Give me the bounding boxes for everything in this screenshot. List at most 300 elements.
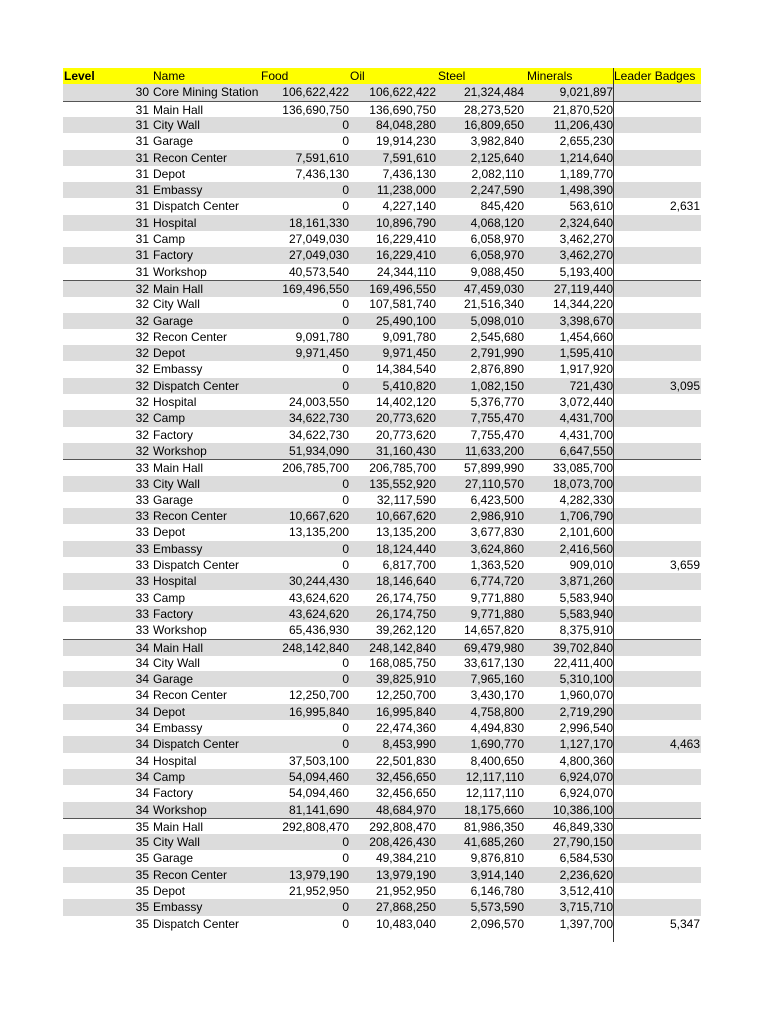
- steel-cell: 4,758,800: [470, 704, 524, 719]
- oil-cell: 39,262,120: [375, 623, 436, 638]
- leader-badges-cell: [614, 247, 700, 263]
- table-row: [63, 818, 701, 835]
- level-cell: 35: [135, 900, 149, 915]
- steel-cell: 845,420: [480, 199, 524, 214]
- minerals-cell: 27,790,150: [552, 835, 613, 850]
- level-cell: 33: [135, 574, 149, 589]
- steel-cell: 21,324,484: [463, 85, 524, 100]
- leader-badges-cell: [614, 166, 700, 182]
- minerals-cell: 3,462,270: [559, 248, 613, 263]
- food-cell: 7,436,130: [295, 166, 349, 181]
- leader-badges-cell: 3,659: [669, 558, 700, 572]
- steel-cell: 41,685,260: [463, 835, 524, 850]
- table-row: [63, 117, 701, 133]
- minerals-cell: 2,996,540: [559, 721, 613, 735]
- food-cell: 16,995,840: [288, 704, 349, 719]
- table-row: [63, 671, 701, 687]
- table-row: [63, 476, 701, 492]
- leader-badges-cell: [614, 361, 700, 377]
- name-cell: City Wall: [153, 835, 200, 850]
- oil-cell: 292,808,470: [369, 819, 436, 834]
- leader-badges-cell: 5,347: [669, 916, 700, 931]
- name-cell: Depot: [153, 525, 186, 540]
- oil-cell: 168,085,750: [369, 655, 436, 670]
- steel-cell: 6,774,720: [470, 574, 524, 589]
- oil-cell: 10,667,620: [375, 509, 436, 524]
- minerals-cell: 6,584,530: [559, 851, 613, 866]
- oil-cell: 136,690,750: [369, 102, 436, 117]
- header-leader-badges-text: Leader Badges: [614, 69, 696, 83]
- food-cell: 7,591,610: [295, 150, 349, 165]
- table-row: [63, 492, 701, 508]
- table-row: [63, 198, 701, 214]
- oil-cell: 9,971,450: [382, 346, 436, 361]
- level-cell: 32: [135, 281, 149, 296]
- minerals-cell: 563,610: [569, 199, 613, 214]
- table-row: [63, 378, 701, 394]
- table-row: [63, 883, 701, 899]
- steel-cell: 18,175,660: [463, 802, 524, 817]
- steel-cell: 3,982,840: [470, 134, 524, 149]
- food-cell: 12,250,700: [288, 688, 349, 703]
- leader-badges-cell: [614, 573, 700, 589]
- oil-cell: 39,825,910: [375, 672, 436, 687]
- level-cell: 34: [135, 786, 149, 801]
- table-row: [63, 329, 701, 345]
- level-cell: 35: [135, 867, 149, 882]
- minerals-cell: 9,021,897: [559, 85, 613, 100]
- level-cell: 32: [135, 378, 149, 393]
- oil-cell: 32,456,650: [375, 786, 436, 801]
- food-cell: 0: [342, 541, 349, 556]
- leader-badges-cell: [614, 883, 700, 899]
- leader-badges-cell: [614, 753, 700, 769]
- leader-badges-cell: [614, 508, 700, 524]
- minerals-cell: 21,870,520: [552, 102, 613, 117]
- minerals-cell: 1,454,660: [559, 329, 613, 344]
- minerals-cell: 1,127,170: [559, 737, 613, 752]
- level-cell: 32: [135, 313, 149, 328]
- food-cell: 248,142,840: [282, 640, 349, 655]
- header-food-text: Food: [261, 69, 289, 83]
- oil-cell: 20,773,620: [375, 411, 436, 426]
- name-cell: Embassy: [153, 362, 203, 377]
- steel-cell: 2,125,640: [470, 150, 524, 165]
- level-cell: 32: [135, 329, 149, 344]
- minerals-cell: 721,430: [569, 378, 613, 393]
- leader-badges-cell: [614, 182, 700, 198]
- minerals-cell: 909,010: [569, 558, 613, 572]
- food-cell: 65,436,930: [288, 623, 349, 638]
- leader-badges-cell: 3,095: [669, 378, 700, 393]
- level-cell: 31: [135, 150, 149, 165]
- minerals-cell: 3,871,260: [559, 574, 613, 589]
- leader-badges-cell: [614, 769, 700, 785]
- steel-cell: 14,657,820: [463, 623, 524, 638]
- name-cell: Dispatch Center: [153, 378, 240, 393]
- name-cell: Main Hall: [153, 819, 204, 834]
- header-minerals-text: Minerals: [527, 69, 573, 83]
- table-row: [63, 296, 701, 312]
- food-cell: 169,496,550: [282, 281, 349, 296]
- food-cell: 0: [342, 313, 349, 328]
- name-cell: Camp: [153, 769, 186, 784]
- minerals-cell: 4,431,700: [559, 427, 613, 442]
- name-cell: Recon Center: [153, 867, 228, 882]
- food-cell: 0: [342, 378, 349, 393]
- name-cell: Garage: [153, 134, 194, 149]
- minerals-cell: 1,189,770: [559, 166, 613, 181]
- minerals-cell: 2,101,600: [559, 525, 613, 540]
- steel-cell: 9,771,880: [470, 590, 524, 605]
- food-cell: 0: [342, 558, 349, 572]
- steel-cell: 5,098,010: [470, 313, 524, 328]
- table-row: [63, 704, 701, 720]
- table-row: [63, 166, 701, 182]
- steel-cell: 9,771,880: [470, 606, 524, 621]
- name-cell: Workshop: [153, 443, 207, 458]
- table-row: [63, 720, 701, 736]
- level-cell: 34: [135, 802, 149, 817]
- leader-badges-cell: [614, 802, 700, 818]
- oil-cell: 22,501,830: [375, 753, 436, 768]
- steel-cell: 2,247,590: [470, 183, 524, 198]
- steel-cell: 57,899,990: [463, 461, 524, 476]
- food-cell: 43,624,620: [288, 590, 349, 605]
- food-cell: 18,161,330: [288, 215, 349, 230]
- food-cell: 0: [342, 672, 349, 687]
- oil-cell: 16,229,410: [375, 232, 436, 246]
- oil-cell: 5,410,820: [382, 378, 436, 393]
- name-cell: Factory: [153, 248, 194, 263]
- level-cell: 35: [135, 835, 149, 850]
- food-cell: 10,667,620: [288, 509, 349, 524]
- food-cell: 0: [342, 835, 349, 850]
- minerals-cell: 2,324,640: [559, 215, 613, 230]
- minerals-cell: 27,119,440: [553, 281, 613, 296]
- leader-badges-cell: [614, 394, 700, 410]
- oil-cell: 24,344,110: [376, 264, 436, 279]
- oil-cell: 11,238,000: [376, 183, 436, 198]
- name-cell: Hospital: [153, 574, 197, 589]
- table-row: [63, 753, 701, 769]
- oil-cell: 16,229,410: [375, 248, 436, 263]
- level-cell: 32: [135, 297, 149, 312]
- name-cell: Garage: [153, 851, 194, 866]
- food-cell: 40,573,540: [288, 264, 349, 279]
- table-row: [63, 459, 701, 476]
- level-cell: 33: [135, 461, 149, 476]
- leader-badges-cell: [614, 655, 700, 671]
- steel-cell: 4,494,830: [470, 721, 524, 735]
- leader-badges-cell: [614, 215, 700, 231]
- name-cell: Embassy: [153, 183, 203, 198]
- steel-cell: 12,117,110: [465, 786, 524, 801]
- level-cell: 31: [135, 183, 149, 198]
- oil-cell: 21,952,950: [375, 884, 436, 898]
- food-cell: 34,622,730: [288, 427, 349, 442]
- oil-cell: 20,773,620: [375, 427, 436, 442]
- level-cell: 34: [135, 753, 149, 768]
- leader-badges-cell: [614, 671, 700, 687]
- steel-cell: 3,624,860: [470, 541, 524, 556]
- food-cell: 0: [342, 916, 349, 931]
- leader-badges-cell: [614, 492, 700, 508]
- leader-badges-cell: [614, 264, 700, 280]
- level-cell: 35: [135, 884, 149, 898]
- minerals-cell: 4,282,330: [559, 492, 613, 507]
- level-cell: 32: [135, 395, 149, 409]
- leader-badges-cell: [614, 231, 700, 247]
- leader-badges-cell: [614, 640, 700, 656]
- minerals-cell: 22,411,400: [553, 655, 613, 670]
- oil-cell: 107,581,740: [369, 297, 436, 312]
- minerals-cell: 2,416,560: [559, 541, 613, 556]
- table-row: [63, 264, 701, 280]
- steel-cell: 3,677,830: [470, 525, 524, 540]
- steel-cell: 6,058,970: [470, 248, 524, 263]
- food-cell: 0: [342, 737, 349, 752]
- steel-cell: 5,376,770: [470, 395, 524, 409]
- name-cell: Hospital: [153, 753, 197, 768]
- header-minerals: [524, 68, 613, 84]
- leader-badges-cell: [614, 84, 700, 100]
- table-row: [63, 84, 701, 100]
- minerals-cell: 33,085,700: [552, 461, 613, 476]
- table-row: [63, 101, 701, 118]
- steel-cell: 12,117,110: [465, 769, 524, 784]
- food-cell: 0: [342, 199, 349, 214]
- header-leader-badges: [614, 68, 701, 84]
- food-cell: 0: [342, 117, 349, 132]
- food-cell: 136,690,750: [282, 102, 349, 117]
- food-cell: 43,624,620: [288, 606, 349, 621]
- level-cell: 33: [135, 541, 149, 556]
- name-cell: Dispatch Center: [153, 916, 240, 931]
- name-cell: Depot: [153, 166, 186, 181]
- food-cell: 0: [342, 655, 349, 670]
- name-cell: Camp: [153, 411, 186, 426]
- name-cell: Main Hall: [153, 281, 204, 296]
- leader-badges-cell: [614, 819, 700, 835]
- table-row: [63, 247, 701, 263]
- name-cell: Dispatch Center: [153, 199, 240, 214]
- leader-badges-cell: [614, 345, 700, 361]
- name-cell: Garage: [153, 313, 194, 328]
- table-row: [63, 508, 701, 524]
- minerals-cell: 1,706,790: [559, 509, 613, 524]
- food-cell: 21,952,950: [288, 884, 349, 898]
- oil-cell: 84,048,280: [375, 117, 436, 132]
- steel-cell: 28,273,520: [463, 102, 524, 117]
- leader-badges-cell: [614, 476, 700, 492]
- table-row: [63, 590, 701, 606]
- name-cell: Factory: [153, 606, 194, 621]
- oil-cell: 32,456,650: [375, 769, 436, 784]
- steel-cell: 6,423,500: [470, 492, 524, 507]
- minerals-cell: 4,431,700: [559, 411, 613, 426]
- header-steel-text: Steel: [438, 69, 466, 83]
- oil-cell: 27,868,250: [375, 900, 436, 915]
- table-row: [63, 313, 701, 329]
- food-cell: 27,049,030: [288, 248, 349, 263]
- name-cell: City Wall: [153, 476, 200, 491]
- table-row: [63, 443, 701, 459]
- name-cell: Embassy: [153, 541, 203, 556]
- level-cell: 35: [135, 851, 149, 866]
- oil-cell: 169,496,550: [369, 281, 436, 296]
- name-cell: Workshop: [153, 802, 207, 817]
- steel-cell: 9,088,450: [470, 264, 524, 279]
- food-cell: 0: [342, 900, 349, 915]
- food-cell: 54,094,460: [288, 786, 349, 801]
- name-cell: Depot: [153, 346, 186, 361]
- table-row: [63, 427, 701, 443]
- oil-cell: 19,914,230: [375, 134, 436, 149]
- minerals-cell: 10,386,100: [552, 802, 613, 817]
- food-cell: 9,971,450: [295, 346, 349, 361]
- header-name: [153, 68, 261, 84]
- food-cell: 0: [342, 476, 349, 491]
- table-row: [63, 655, 701, 671]
- table-row: [63, 182, 701, 198]
- steel-cell: 8,400,650: [470, 753, 524, 768]
- food-cell: 13,135,200: [288, 525, 349, 540]
- oil-cell: 14,402,120: [375, 395, 436, 409]
- steel-cell: 21,516,340: [463, 297, 524, 312]
- name-cell: Main Hall: [153, 640, 204, 655]
- name-cell: City Wall: [153, 117, 200, 132]
- name-cell: Embassy: [153, 721, 203, 735]
- level-cell: 32: [135, 346, 149, 361]
- steel-cell: 2,791,990: [470, 346, 524, 361]
- table-row: [63, 867, 701, 883]
- name-cell: Dispatch Center: [153, 558, 240, 572]
- header-oil: [349, 68, 436, 84]
- name-cell: Hospital: [153, 215, 197, 230]
- food-cell: 9,091,780: [295, 329, 349, 344]
- food-cell: 51,934,090: [288, 443, 349, 458]
- oil-cell: 4,227,140: [382, 199, 436, 214]
- minerals-cell: 39,702,840: [552, 640, 613, 655]
- steel-cell: 7,755,470: [470, 427, 524, 442]
- name-cell: City Wall: [153, 297, 200, 312]
- steel-cell: 1,082,150: [470, 378, 524, 393]
- steel-cell: 2,986,910: [470, 509, 524, 524]
- minerals-cell: 46,849,330: [552, 819, 613, 834]
- leader-badges-cell: [614, 296, 700, 312]
- name-cell: City Wall: [153, 655, 200, 670]
- leader-badges-cell: [614, 427, 700, 443]
- steel-cell: 3,914,140: [470, 867, 524, 882]
- minerals-cell: 3,715,710: [559, 900, 613, 915]
- level-cell: 32: [135, 427, 149, 442]
- table-row: [63, 557, 701, 573]
- oil-cell: 49,384,210: [375, 851, 436, 866]
- food-cell: 30,244,430: [288, 574, 349, 589]
- leader-badges-cell: [614, 687, 700, 703]
- level-cell: 35: [135, 916, 149, 931]
- leader-badges-cell: [614, 460, 700, 476]
- level-cell: 32: [135, 362, 149, 377]
- name-cell: Core Mining Station: [153, 85, 259, 100]
- oil-cell: 13,135,200: [375, 525, 436, 540]
- leader-badges-cell: [614, 850, 700, 866]
- leader-badges-cell: [614, 590, 700, 606]
- level-cell: 34: [135, 769, 149, 784]
- minerals-cell: 3,398,670: [559, 313, 613, 328]
- name-cell: Hospital: [153, 395, 197, 409]
- table-row: [63, 622, 701, 638]
- minerals-cell: 3,512,410: [559, 884, 613, 898]
- leader-badges-cell: [614, 834, 700, 850]
- minerals-cell: 4,800,360: [559, 753, 613, 768]
- oil-cell: 22,474,360: [375, 721, 436, 735]
- oil-cell: 18,124,440: [375, 541, 436, 556]
- header-name-text: Name: [153, 69, 186, 83]
- header-oil-text: Oil: [350, 69, 365, 83]
- oil-cell: 206,785,700: [369, 461, 436, 476]
- table-row: [63, 785, 701, 801]
- level-cell: 31: [135, 248, 149, 263]
- oil-cell: 10,483,040: [375, 916, 436, 931]
- table-row: [63, 150, 701, 166]
- table-row: [63, 834, 701, 850]
- name-cell: Recon Center: [153, 509, 228, 524]
- oil-cell: 18,146,640: [375, 574, 436, 589]
- food-cell: 0: [342, 362, 349, 377]
- food-cell: 206,785,700: [282, 461, 349, 476]
- leader-badges-cell: [614, 313, 700, 329]
- level-cell: 34: [135, 737, 149, 752]
- name-cell: Factory: [153, 427, 194, 442]
- oil-cell: 48,684,970: [375, 802, 436, 817]
- level-cell: 33: [135, 509, 149, 524]
- food-cell: 34,622,730: [288, 411, 349, 426]
- name-cell: Main Hall: [153, 102, 204, 117]
- name-cell: Depot: [153, 704, 186, 719]
- oil-cell: 208,426,430: [369, 835, 436, 850]
- steel-cell: 2,876,890: [470, 362, 524, 377]
- table-row: [63, 916, 701, 932]
- steel-cell: 7,755,470: [470, 411, 524, 426]
- minerals-cell: 11,206,430: [553, 117, 613, 132]
- minerals-cell: 5,310,100: [559, 672, 613, 687]
- table-row: [63, 394, 701, 410]
- table-row: [63, 802, 701, 818]
- name-cell: Garage: [153, 672, 194, 687]
- table-row: [63, 850, 701, 866]
- oil-cell: 26,174,750: [375, 606, 436, 621]
- name-cell: Workshop: [153, 623, 207, 638]
- level-cell: 31: [135, 102, 149, 117]
- leader-badges-cell: [614, 281, 700, 297]
- leader-badges-cell: 4,463: [669, 737, 700, 752]
- oil-cell: 135,552,920: [369, 476, 436, 491]
- level-cell: 34: [135, 704, 149, 719]
- minerals-cell: 6,924,070: [559, 769, 613, 784]
- steel-cell: 1,363,520: [470, 558, 524, 572]
- oil-cell: 25,490,100: [375, 313, 436, 328]
- leader-badges-cell: [614, 606, 700, 622]
- table-row: [63, 573, 701, 589]
- level-cell: 34: [135, 688, 149, 703]
- table-row: [63, 410, 701, 426]
- level-cell: 33: [135, 525, 149, 540]
- table-row: [63, 524, 701, 540]
- level-cell: 34: [135, 672, 149, 687]
- steel-cell: 7,965,160: [470, 672, 524, 687]
